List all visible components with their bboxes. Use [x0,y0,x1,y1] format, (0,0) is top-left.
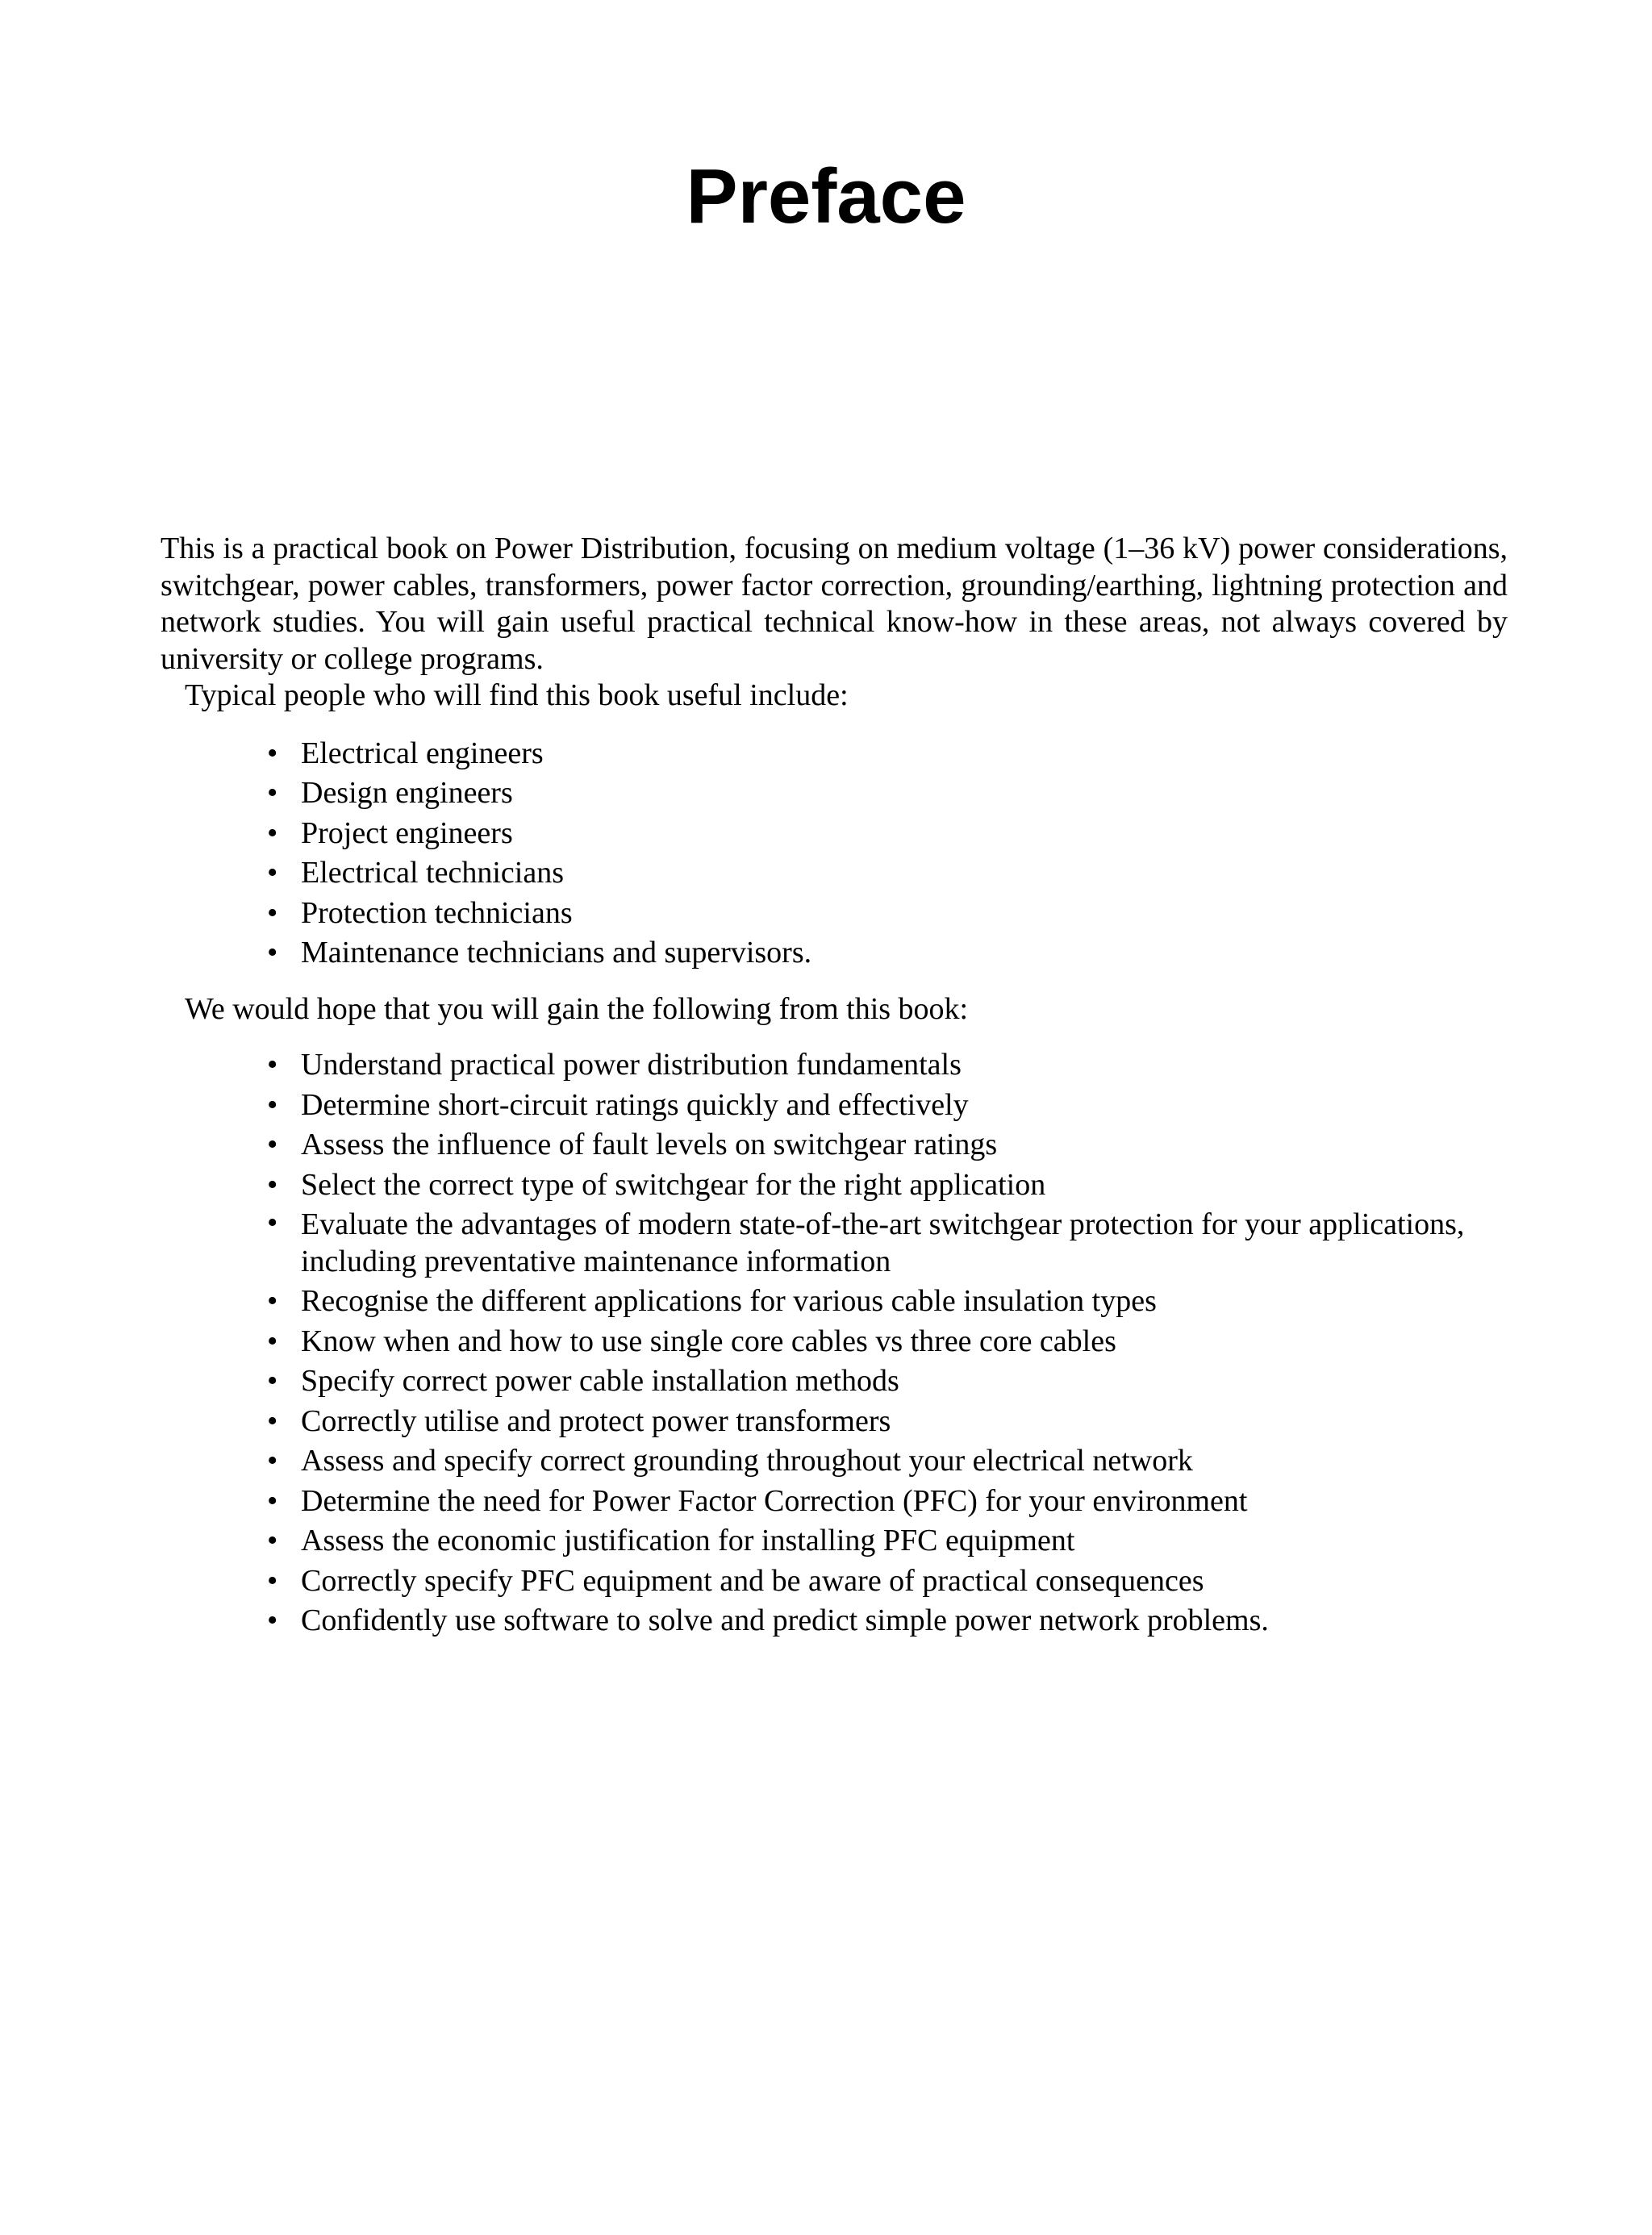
list-item-text: Electrical engineers [301,736,544,770]
list-item [267,933,1508,974]
bullet-icon: • [267,1087,278,1122]
list-item-text: Recognise the different applications for various cable insulation types [301,1284,1157,1318]
bullet-icon: • [267,1403,278,1438]
bullet-icon: • [267,936,278,969]
list-item [267,1205,1508,1282]
list-item-text: Know when and how to use single core cables vs three core cables [301,1324,1116,1358]
list-item-text: Maintenance technicians and supervisors. [301,936,812,969]
audience-lead-in: Typical people who will find this book useful include: [185,678,849,712]
list-item-text: Evaluate the advantages of modern state-of-the-art switchgear protection for your applications, including preventative maintenance information [301,1207,1465,1278]
audience-list [161,734,1508,974]
bullet-icon: • [267,736,278,770]
list-item [267,1086,1508,1126]
list-item [267,1045,1508,1086]
list-item-text: Electrical technicians [301,856,564,890]
list-item [267,1601,1508,1641]
bullet-icon: • [267,1483,278,1518]
bullet-icon: • [267,895,278,930]
list-item-text: Specify correct power cable installation methods [301,1364,899,1398]
list-item-text: Correctly utilise and protect power transformers [301,1403,891,1438]
list-item [267,1562,1508,1602]
list-item [267,1165,1508,1206]
bullet-icon: • [267,856,278,890]
bullet-icon: • [267,776,278,810]
list-item-text: Determine the need for Power Factor Correction (PFC) for your environment [301,1483,1248,1518]
bullet-icon: • [267,815,278,850]
list-item [267,1322,1508,1362]
bullet-icon: • [267,1364,278,1398]
list-item-text: Confidently use software to solve and predict simple power network problems. [301,1603,1269,1637]
list-item [267,1282,1508,1322]
bullet-icon: • [267,1167,278,1202]
page-title: Preface [686,153,966,240]
list-item-text: Assess the economic justification for installing PFC equipment [301,1524,1075,1557]
list-item [267,1521,1508,1562]
list-item-text: Select the correct type of switchgear for the right application [301,1167,1046,1202]
list-item [267,1482,1508,1522]
list-item [267,1402,1508,1442]
list-item-text: Assess and specify correct grounding throughout your electrical network [301,1444,1193,1478]
list-item [267,1125,1508,1165]
outcomes-lead-in: We would hope that you will gain the following from this book: [185,991,969,1026]
bullet-icon: • [267,1444,278,1478]
list-item [267,773,1508,814]
list-item-text: Design engineers [301,776,513,810]
bullet-icon: • [267,1603,278,1637]
list-item-text: Determine short-circuit ratings quickly and effectively [301,1087,969,1122]
list-item [267,894,1508,934]
list-item-text: Project engineers [301,815,513,850]
bullet-icon: • [267,1128,278,1161]
bullet-icon: • [267,1048,278,1082]
bullet-icon: • [267,1563,278,1598]
preface-body [161,531,1508,1641]
list-item-text: Protection technicians [301,895,573,930]
bullet-icon: • [267,1324,278,1358]
list-item [267,1441,1508,1482]
list-item [267,1361,1508,1402]
bullet-icon: • [267,1284,278,1318]
list-item-text: Correctly specify PFC equipment and be aware of practical consequences [301,1563,1204,1598]
bullet-icon: • [267,1524,278,1557]
list-item [267,853,1508,894]
list-item [267,814,1508,854]
outcomes-list [161,1045,1508,1641]
intro-paragraph: This is a practical book on Power Distribution, focusing on medium voltage (1–36 kV) power considerations, switchgear, power cables, transformers, power factor correction, grounding/earthing, lightning protection and network studies. You will gain useful practical technical know-how in these areas, not always covered by university or college programs. [161,532,1508,676]
list-item [267,734,1508,774]
list-item-text: Understand practical power distribution fundamentals [301,1048,962,1082]
bullet-icon: • [267,1206,278,1240]
list-item-text: Assess the influence of fault levels on switchgear ratings [301,1128,998,1161]
